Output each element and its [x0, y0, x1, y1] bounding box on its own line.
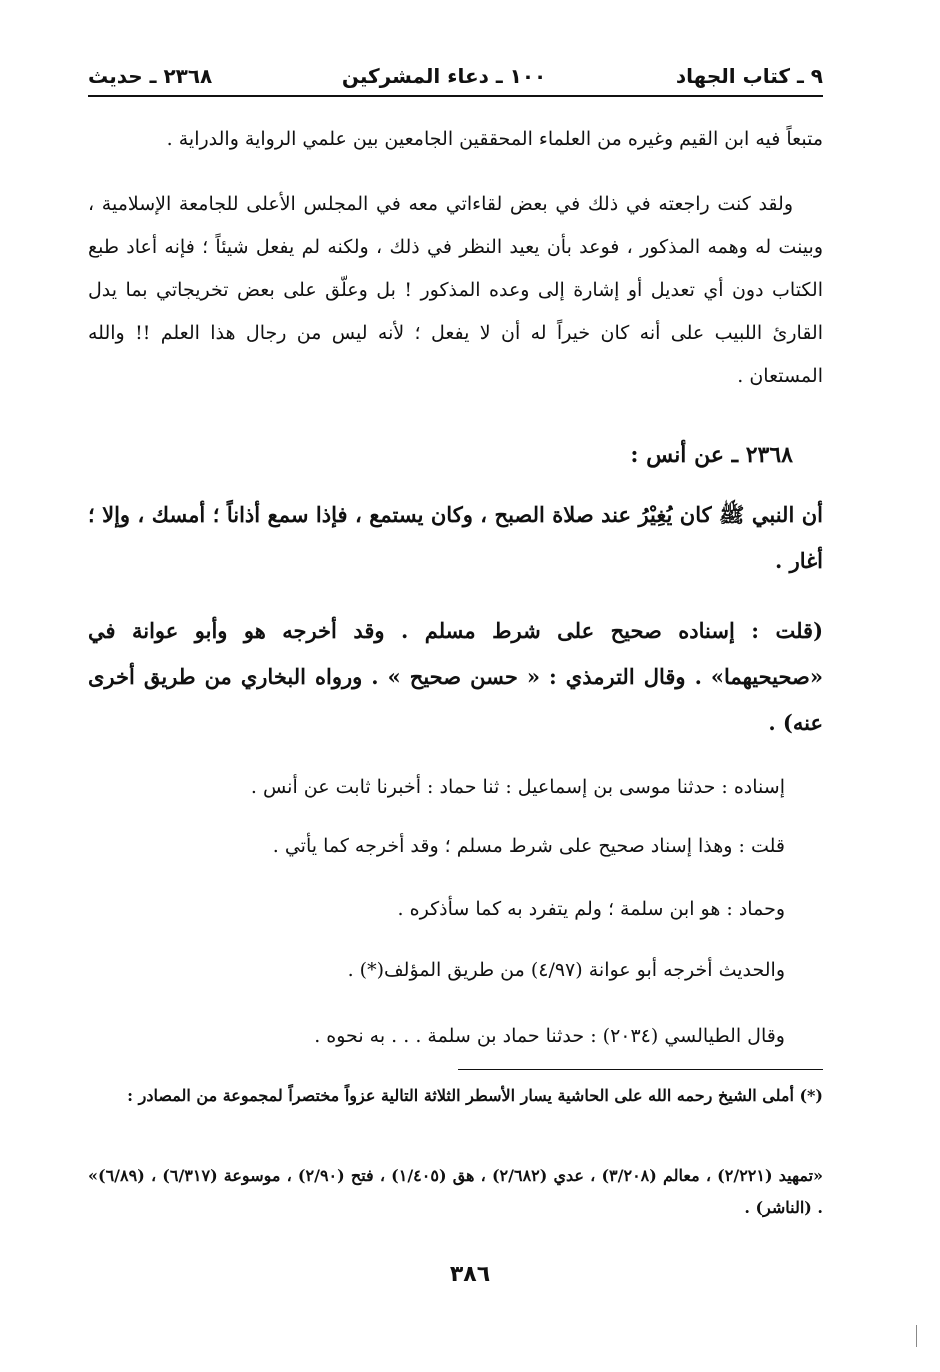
- hadith-heading: ٢٣٦٨ ـ عن أنس :: [630, 442, 793, 468]
- tayalisi-line: وقال الطيالسي (٢٠٣٤) : حدثنا حماد بن سلمة . . . به نحوه .: [314, 1025, 785, 1047]
- page-number: ٣٨٦: [449, 1262, 491, 1287]
- header-hadith-number: ٢٣٦٨ ـ حديث: [88, 64, 213, 88]
- header-divider: [88, 95, 823, 97]
- hadith-ruling: (قلت : إسناده صحيح على شرط مسلم . وقد أخرجه هو وأبو عوانة في «صحيحيهما» . وقال الترمذي : « حسن صحيح » . ورواه البخاري من طريق أخرى عنه) .: [88, 618, 823, 735]
- footnote-sources: «تمهيد (٢/٢٢١) ، معالم (٣/٢٠٨) ، عدي (٢/٦٨٢) ، هق (١/٤٠٥) ، فتح (٢/٩٠) ، موسوعة (٦/٣١٧) ، (٦/٨٩)» . (الناشر) .: [88, 1166, 824, 1217]
- abu-awana-line: والحديث أخرجه أبو عوانة (٤/٩٧) من طريق المؤلف(*) .: [347, 959, 785, 981]
- footnote-divider: [458, 1069, 823, 1070]
- hadith-text: أن النبي ﷺ كان يُغِيْرُ عند صلاة الصبح ، وكان يستمع ، فإذا سمع أذاناً ؛ أمسك ، وإلا ؛ أغار .: [88, 502, 823, 573]
- footnote-intro: (*) أملى الشيخ رحمه الله على الحاشية يسار الأسطر الثلاثة التالية عزواً مختصراً لمجموعة من المصادر :: [127, 1086, 823, 1105]
- isnad-line: إسناده : حدثنا موسى بن إسماعيل : ثنا حماد : أخبرنا ثابت عن أنس .: [250, 776, 785, 798]
- header-section: ١٠٠ ـ دعاء المشركين: [341, 64, 547, 88]
- header-chapter: ٩ ـ كتاب الجهاد: [675, 64, 823, 88]
- qult-line: قلت : وهذا إسناد صحيح على شرط مسلم ؛ وقد أخرجه كما يأتي .: [272, 835, 785, 857]
- hammad-line: وحماد : هو ابن سلمة ؛ ولم يتفرد به كما سأذكره .: [397, 898, 785, 920]
- paragraph-continuation: متبعاً فيه ابن القيم وغيره من العلماء المحققين الجامعين بين علمي الرواية والدراية .: [166, 128, 823, 150]
- paragraph-review-note: ولقد كنت راجعته في ذلك في بعض لقاءاتي معه في المجلس الأعلى للجامعة الإسلامية ، وبينت له وهمه المذكور ، فوعد بأن يعيد النظر في ذلك ، ولكنه لم يفعل شيئاً ؛ فإنه أعاد طبع الكتاب دون أي تعديل أو إشارة إلى وعده المذكور ! بل وعلّق على بعض تخريجاتي بما يدل القارئ اللبيب على أنه كان خيراً له أن لا يفعل ؛ لأنه ليس من رجال هذا العلم !! والله المستعان .: [88, 193, 823, 387]
- margin-mark: [916, 1325, 917, 1347]
- running-header: [88, 58, 823, 94]
